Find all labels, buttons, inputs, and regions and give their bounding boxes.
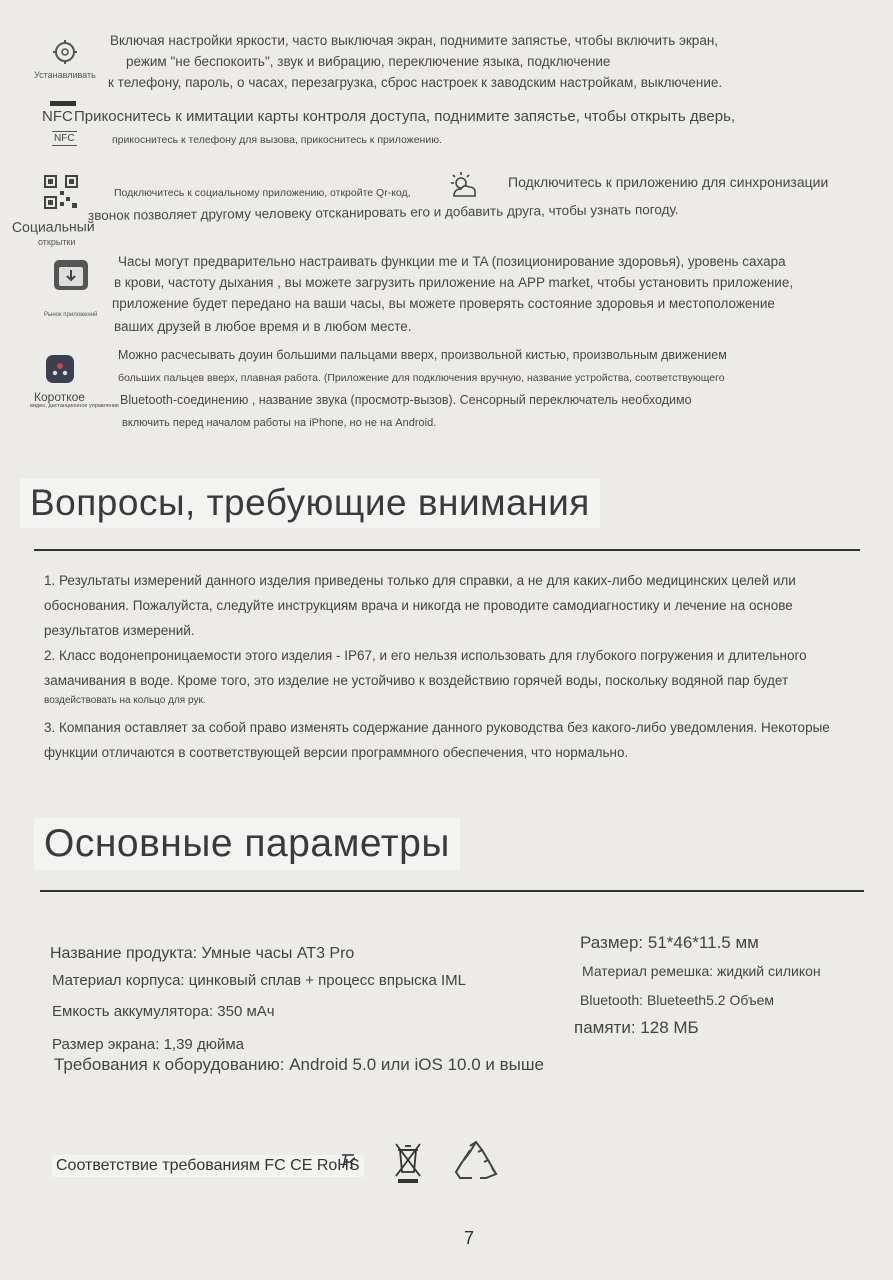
app-line-4: ваших друзей в любое время и в любом месте. [114, 319, 412, 334]
notes-list [44, 568, 844, 765]
nfc-line-1: Прикоснитесь к имитации карты контроля доступа, поднимите запястье, чтобы открыть дверь, [74, 108, 736, 125]
param-product-name: Название продукта: Умные часы AT3 Pro [50, 945, 355, 962]
short-video-icon [44, 353, 76, 385]
page-number: 7 [464, 1228, 475, 1248]
settings-line-1: Включая настройки яркости, часто выключая экран, поднимите запястье, чтобы включить экран, [110, 33, 719, 48]
note-2: 2. Класс водонепроницаемости этого изделия - IP67, и его нельзя использовать для глубокого погружения и длительного замачивания в воде. Кроме того, это изделие не устойчиво к воздействию горячей воды, поскольку водяной пар будет [44, 648, 807, 688]
qr-feature-icon [44, 175, 78, 209]
settings-caption: Устанавливать [34, 70, 96, 80]
gear-icon [51, 38, 79, 66]
qr-code-icon [44, 175, 78, 209]
fcc-icon [338, 1150, 362, 1174]
nfc-line-2: прикоснитесь к телефону для вызова, прикоснитесь к приложению. [112, 134, 442, 146]
app-market-caption: Рынок приложений [44, 312, 98, 318]
notes-divider [34, 549, 860, 551]
params-heading: Основные параметры [34, 818, 460, 870]
param-case-material: Материал корпуса: цинковый сплав + процесс впрыска IML [52, 972, 467, 989]
settings-line-3: к телефону, пароль, о часах, перезагрузка, сброс настроек к заводским настройкам, выключение. [108, 75, 723, 90]
certification-text: Соответствие требованиям FC CE RoHS [52, 1155, 364, 1177]
nfc-caption: NFC [54, 133, 75, 144]
social-line-1: Подключитесь к социальному приложению, откройте Qr-код, [114, 187, 411, 199]
note-2-cont: воздействовать на кольцо для рук. [44, 695, 206, 706]
settings-feature-icon [34, 38, 96, 80]
param-memory: памяти: 128 МБ [574, 1018, 699, 1037]
notes-heading: Вопросы, требующие внимания [20, 478, 600, 528]
video-line-1: Можно расчесывать доуин большими пальцами вверх, произвольной кистью, произвольным движением [118, 348, 727, 362]
short-video-caption: Короткое [34, 390, 85, 404]
app-line-1: Часы могут предварительно настраивать функции me и TA (позиционирование здоровья), уровень сахара [118, 254, 786, 269]
nfc-lead: NFC [42, 108, 73, 125]
social-line-2: звонок позволяет другому человеку отсканировать его и добавить друга, чтобы узнать погоду. [87, 201, 679, 223]
short-video-feature-icon [44, 353, 76, 385]
social-lead: Социальный [11, 218, 95, 235]
param-strap: Материал ремешка: жидкий силикон [582, 963, 821, 979]
app-market-icon [52, 258, 90, 292]
weather-icon-box [448, 170, 478, 200]
app-line-2: в крови, частоту дыхания , вы можете загрузить приложение на APP market, чтобы установить приложение, [114, 275, 794, 290]
social-caption-box [38, 233, 75, 247]
short-video-subcaption: видео, дистанционное управление [30, 403, 120, 409]
param-dimensions: Размер: 51*46*11.5 мм [580, 933, 759, 952]
app-line-3: приложение будет передано на ваши часы, вы можете проверять состояние здоровья и местоположение [112, 296, 775, 311]
video-line-4: включить перед началом работы на iPhone, но не на Android. [122, 417, 437, 429]
settings-line-2: режим "не беспокоить", звук и вибрацию, переключение языка, подключение [126, 54, 611, 69]
param-bluetooth: Bluetooth: Blueteeth5.2 Объем [580, 992, 775, 1008]
note-1: 1. Результаты измерений данного изделия приведены только для справки, а не для каких-либо медицинских целей или обоснования. Пожалуйста, следуйте инструкциям врача и никогда не проводите самодиагностику и лечение на основе результатов измерений. [44, 573, 796, 638]
recycle-icon [452, 1140, 500, 1182]
nfc-caption-box [52, 131, 77, 146]
app-market-feature-icon [44, 258, 97, 318]
param-battery: Емкость аккумулятора: 350 мАч [52, 1003, 275, 1020]
weather-text: Подключитесь к приложению для синхронизации [508, 174, 829, 190]
param-screen-size: Размер экрана: 1,39 дюйма [52, 1036, 244, 1053]
note-3: 3. Компания оставляет за собой право изменять содержание данного руководства без какого-либо уведомления. Некоторые функции отличаются в соответствующей версии программного обеспечения, что нормально. [44, 720, 830, 760]
video-line-2: больших пальцев вверх, плавная работа. (Приложение для подключения вручную, название устройства, соответствующего [118, 372, 725, 384]
weather-icon [448, 170, 478, 200]
param-requirements: Требования к оборудованию: Android 5.0 или iOS 10.0 и выше [54, 1055, 544, 1074]
weee-bin-icon [392, 1140, 424, 1184]
params-divider [40, 890, 864, 892]
social-caption: открытки [38, 237, 76, 247]
video-line-3: Bluetooth-соединению , название звука (просмотр-вызов). Сенсорный переключатель необходимо [120, 393, 692, 407]
